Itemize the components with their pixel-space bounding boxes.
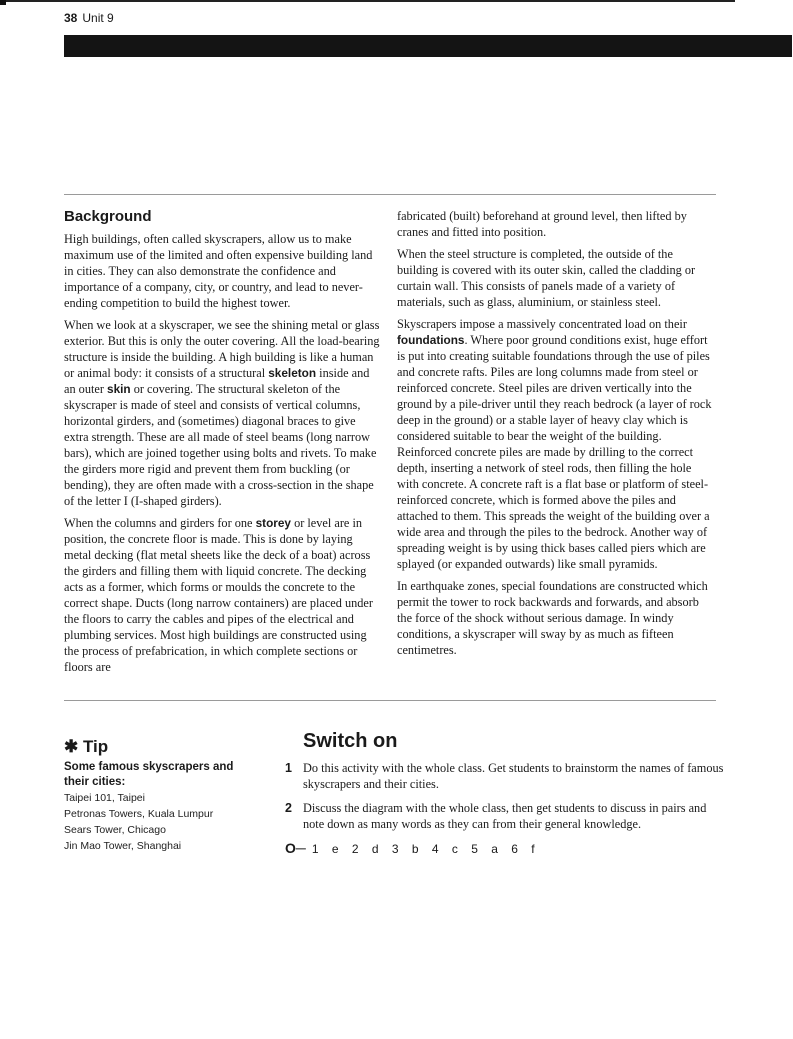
step-text: Do this activity with the whole class. Get students to brainstorm the names of famous skyscrapers and their cities.	[303, 761, 724, 791]
paragraph-text: Skyscrapers impose a massively concentrated load on their	[397, 317, 687, 331]
tip-title: ✱ Tip	[64, 737, 109, 756]
background-title: Background	[64, 208, 152, 225]
tip-list-item: Taipei 101, Taipei	[64, 792, 145, 804]
paragraph-text: or level are in position, the concrete floor is made. This is done by laying metal decking (flat metal sheets like the deck of a boat) across the girders and filling them with liquid concrete. The decking acts as a former, which forms or moulds the concrete to the correct shape. Ducts (long narrow containers) are placed under the floors to carry the cables and pipes of the electrical and plumbing services. Most high buildings are constructed using the process of prefabrication, in which complete sections or floors are	[64, 516, 373, 674]
right-paragraph	[397, 246, 715, 310]
paragraph-text: When the steel structure is completed, the outside of the building is covered with its outer skin, called the cladding or curtain wall. This consists of panels made of a variety of materials, such as glass, aluminium, or stainless steel.	[397, 247, 696, 309]
key-term: storey	[255, 516, 291, 530]
paragraph-text: High buildings, often called skyscrapers, allow us to make maximum use of the limited and often expensive building land in cities. They can also demonstrate the confidence and importance of a company, city, or country, and lead to never-ending competition to build the highest tower.	[64, 232, 373, 310]
section-divider-top	[64, 194, 716, 195]
right-paragraph	[397, 578, 715, 658]
key-term: skin	[107, 382, 131, 396]
paragraph-text: In earthquake zones, special foundations are constructed which permit the tower to rock backwards and forwards, and absorb the force of the shock without serious damage. In windy conditions, a skyscraper will sway by as much as fifteen centimetres.	[397, 579, 708, 657]
page-header	[64, 11, 114, 25]
tip-box	[64, 736, 244, 854]
section-divider-bottom	[64, 700, 716, 701]
step-number: 1	[285, 761, 292, 775]
paragraph-text: When the columns and girders for one	[64, 516, 256, 530]
key-term: skeleton	[268, 366, 317, 380]
right-paragraph	[397, 316, 715, 572]
tip-list-item: Petronas Towers, Kuala Lumpur	[64, 808, 214, 820]
tip-list-item: Sears Tower, Chicago	[64, 824, 166, 836]
instruction-step	[285, 800, 725, 832]
key-term: foundations	[397, 333, 465, 347]
answer-key-text: 1 e 2 d 3 b 4 c 5 a 6 f	[311, 842, 537, 856]
tip-list-item: Jin Mao Tower, Shanghai	[64, 840, 182, 852]
right-paragraph	[397, 208, 715, 240]
switch-on-title: Switch on	[303, 730, 398, 752]
paragraph-text: or covering. The structural skeleton of the skyscraper is made of steel and consists of vertical columns, horizontal girders, and (sometimes) diagonal braces to give extra strength. These are all made of steel beams (long narrow bars), which are joined together using bolts and rivets. To make the girders more rigid and prevent them from buckling (or bending), they are often made with a cross-section in the shape of the letter I (I-shaped girders).	[64, 382, 377, 508]
switch-on-section	[285, 728, 725, 856]
paragraph-text: . Where poor ground conditions exist, huge effort is put into creating suitable foundations through the use of piles and concrete rafts. Piles are long columns made from steel or reinforced concrete. Steel piles are driven vertically into the ground by a pile-driver until they reach bedrock (a layer of rock deep in the ground) or a stable layer of heavy clay which is considered suitable to bear the weight of the building. Reinforced concrete piles are made by drilling to the correct depth, inserting a network of steel rods, then filling the hole with concrete. A concrete raft is a flat base or platform of steel-reinforced concrete, which is formed above the piles and attached to them. This spreads the weight of the building over a wide area and through the piles to the bedrock. Another way of spreading weight is by using thick bases called piers which are splayed (or expanded outwards) like small pyramids.	[397, 333, 712, 571]
left-paragraph	[64, 317, 382, 509]
instruction-step	[285, 760, 725, 792]
left-paragraph	[64, 231, 382, 311]
top-corner-mark	[0, 0, 6, 5]
background-left-column	[64, 207, 382, 681]
step-text: Discuss the diagram with the whole class, then get students to discuss in pairs and note down as many words as they can from their general knowledge.	[303, 801, 707, 831]
paragraph-text: inside and an outer	[64, 366, 370, 396]
unit-label: Unit 9	[82, 11, 114, 25]
page-number: 38	[64, 11, 78, 25]
paragraph-text: fabricated (built) beforehand at ground level, then lifted by cranes and fitted into position.	[397, 209, 687, 239]
paragraph-text: When we look at a skyscraper, we see the shining metal or glass exterior. But this is only the outer covering. All the load-bearing structure is inside the building. A high building is like a human or animal body: it consists of a structural	[64, 318, 380, 380]
answer-key	[285, 840, 725, 856]
key-icon: O─	[285, 840, 306, 856]
header-band	[64, 35, 792, 57]
top-border-line	[0, 0, 735, 2]
left-paragraph	[64, 515, 382, 675]
tip-heading: Some famous skyscrapers and their cities:	[64, 761, 234, 788]
background-right-column	[397, 208, 715, 664]
step-number: 2	[285, 801, 292, 815]
